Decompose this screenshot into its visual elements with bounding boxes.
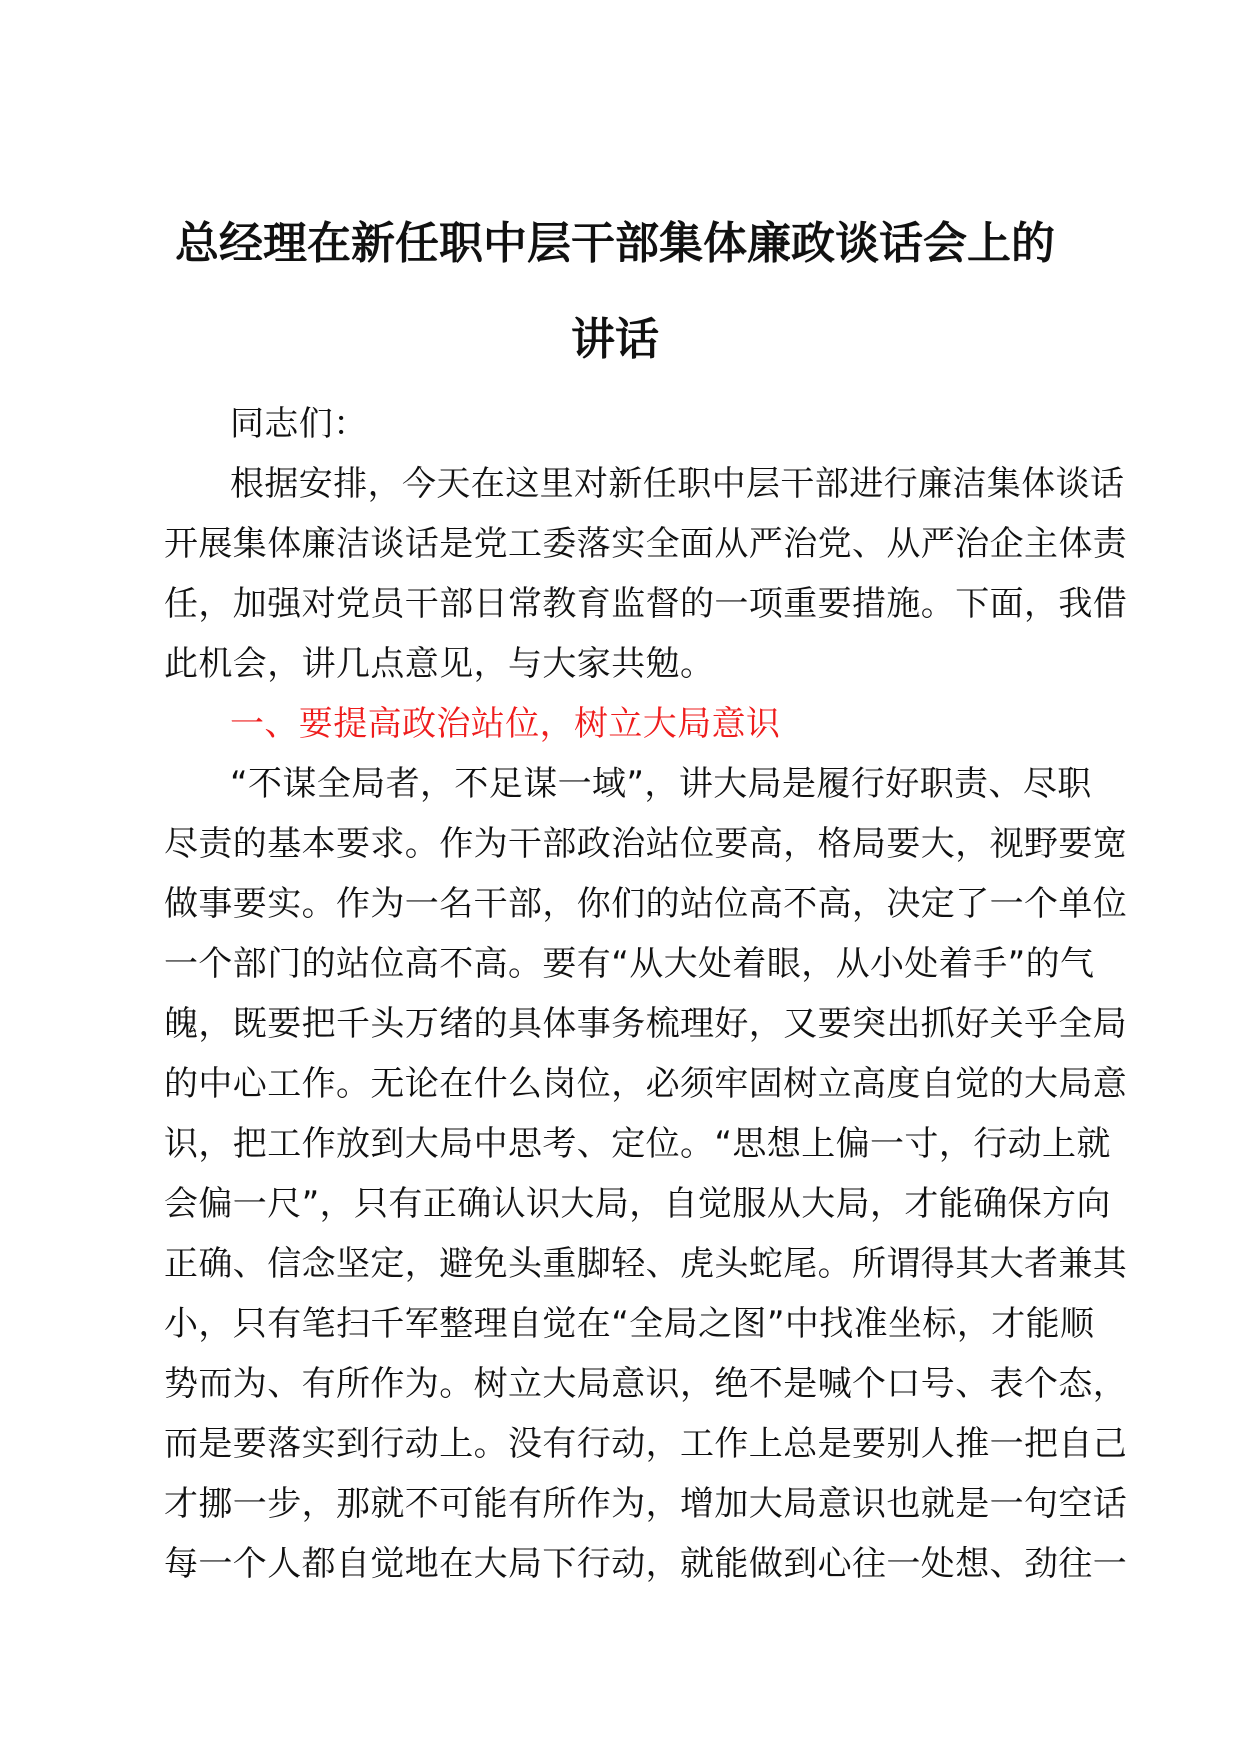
paragraph-line: 根据安排，今天在这里对新任职中层干部进行廉洁集体谈话 bbox=[230, 464, 1125, 504]
paragraph-line: 一个部门的站位高不高。要有“从大处着眼，从小处着手”的气 bbox=[164, 944, 1095, 984]
paragraph-intro bbox=[164, 454, 1128, 694]
paragraph-line: 而是要落实到行动上。没有行动，工作上总是要别人推一把自己 bbox=[164, 1424, 1128, 1464]
paragraph-line: 每一个人都自觉地在大局下行动，就能做到心往一处想、劲往一 bbox=[164, 1544, 1128, 1584]
section-heading: 一、要提高政治站位，树立大局意识 bbox=[230, 704, 781, 744]
paragraph-line: 任，加强对党员干部日常教育监督的一项重要措施。下面，我借 bbox=[164, 584, 1128, 624]
paragraph-line: 的中心工作。无论在什么岗位，必须牢固树立高度自觉的大局意 bbox=[164, 1064, 1128, 1104]
document-body bbox=[164, 394, 1128, 1594]
title-line: 总经理在新任职中层干部集体廉政谈话会上的 bbox=[175, 218, 1055, 269]
paragraph-line: 会偏一尺”，只有正确认识大局，自觉服从大局，才能确保方向 bbox=[164, 1184, 1111, 1224]
paragraph-line: 势而为、有所作为。树立大局意识，绝不是喊个口号、表个态， bbox=[164, 1364, 1128, 1404]
paragraph-line: 魄，既要把千头万绪的具体事务梳理好，又要突出抓好关乎全局 bbox=[164, 1004, 1128, 1044]
paragraph-line: 识，把工作放到大局中思考、定位。“思想上偏一寸，行动上就 bbox=[164, 1124, 1111, 1164]
paragraph-line: 正确、信念坚定，避免头重脚轻、虎头蛇尾。所谓得其大者兼其 bbox=[164, 1244, 1128, 1284]
paragraph-line: 此机会，讲几点意见，与大家共勉。 bbox=[164, 644, 715, 684]
title-line: 讲话 bbox=[571, 314, 659, 365]
paragraph-line: 尽责的基本要求。作为干部政治站位要高，格局要大，视野要宽 bbox=[164, 824, 1128, 864]
document-title bbox=[150, 196, 1080, 388]
paragraph-line: 才挪一步，那就不可能有所作为，增加大局意识也就是一句空话 bbox=[164, 1484, 1128, 1524]
paragraph-line: 做事要实。作为一名干部，你们的站位高不高，决定了一个单位 bbox=[164, 884, 1128, 924]
paragraph-line: 开展集体廉洁谈话是党工委落实全面从严治党、从严治企主体责 bbox=[164, 524, 1128, 564]
paragraph-section-1 bbox=[164, 754, 1128, 1594]
salutation: 同志们： bbox=[230, 404, 368, 444]
paragraph-line: 小，只有笔扫千军整理自觉在“全局之图”中找准坐标，才能顺 bbox=[164, 1304, 1095, 1344]
paragraph-line: “不谋全局者，不足谋一域”，讲大局是履行好职责、尽职 bbox=[230, 764, 1092, 804]
